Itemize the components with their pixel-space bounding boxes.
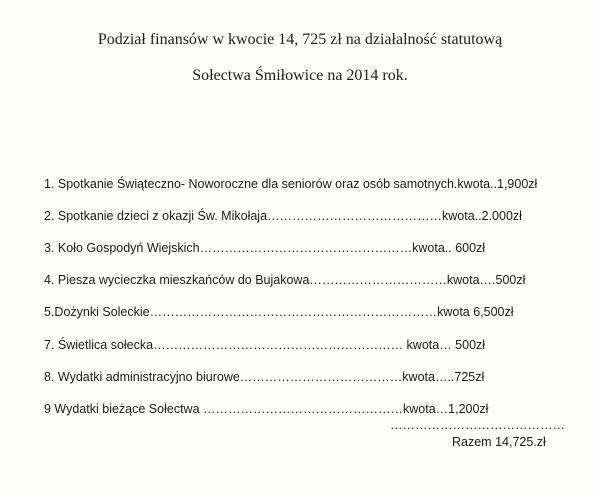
budget-item-3: 3. Koło Gospodyń Wiejskich……………………………………………kwota.. 600zł	[44, 241, 486, 255]
budget-item-4: 4. Piesza wycieczka mieszkańców do Bujakowa……………………………kwota….500zł	[44, 273, 526, 287]
total-dotted-rule: ……………………………………	[390, 418, 565, 432]
budget-item-9: 9 Wydatki bieżące Sołectwa …………………………………………kwota…1,200zł	[44, 402, 489, 416]
budget-item-5: 5.Dożynki Soleckie……………………………………………………………kwota 6,500zł	[44, 305, 514, 319]
budget-item-2: 2. Spotkanie dzieci z okazji Św. Mikołaja……………………………………kwota..2.000zł	[44, 209, 522, 223]
budget-item-8: 8. Wydatki administracyjno biurowe…………………………………kwota…..725zł	[44, 370, 485, 384]
budget-item-7: 7. Świetlica sołecka…………………………………………………… kwota… 500zł	[44, 338, 486, 352]
total-sum: Razem 14,725.zł	[452, 435, 546, 449]
document-title-line-1: Podział finansów w kwocie 14, 725 zł na działalność statutową	[97, 31, 503, 48]
document-title-line-2: Sołectwa Śmiłowice na 2014 rok.	[192, 67, 408, 84]
budget-item-1: 1. Spotkanie Świąteczno- Noworoczne dla seniorów oraz osób samotnych.kwota..1,900zł	[44, 177, 538, 191]
